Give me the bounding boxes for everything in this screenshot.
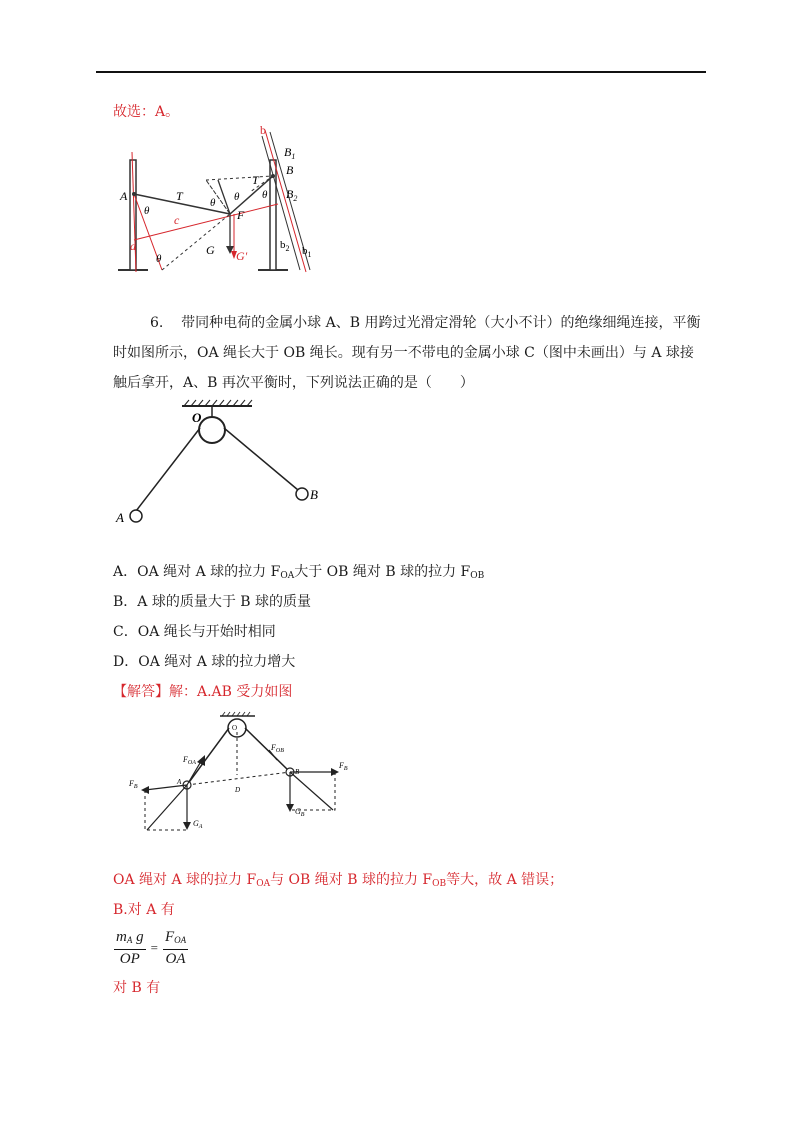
label-T-right: T xyxy=(252,173,259,187)
label-GB: $G_B$ xyxy=(295,807,305,818)
option-C: C．OA 绳长与开始时相同 xyxy=(113,624,276,640)
previous-answer: 故选：A。 xyxy=(113,104,180,120)
force-GA-head xyxy=(183,822,191,830)
label-T-left: T xyxy=(176,189,183,203)
option-A: A．OA 绳对 A 球的拉力 $F_{OA}$大于 OB 绳对 B 球的拉力 $F_{OB}$ xyxy=(113,564,485,581)
label-FB-left: $F_B$ xyxy=(129,779,138,790)
label-c: c xyxy=(174,213,180,227)
explanation-line-3: 对 B 有 xyxy=(113,980,161,996)
label-O: O xyxy=(192,410,202,425)
label-theta-1: θ xyxy=(144,205,150,217)
label-theta-4: θ xyxy=(262,189,268,201)
resultant-B xyxy=(290,772,333,810)
question-line-1 xyxy=(150,312,700,332)
label-A: A xyxy=(177,778,182,786)
label-b: b xyxy=(260,123,266,137)
label-FOB: $F_{OB}$ xyxy=(271,743,284,754)
question-text-1: 带同种电荷的金属小球 A、B 用跨过光滑定滑轮（大小不计）的绝缘细绳连接，平衡 xyxy=(181,315,701,331)
label-B1: $B_1$ xyxy=(284,145,296,161)
rope-OA xyxy=(187,728,229,785)
pulley xyxy=(199,417,225,443)
label-G: G xyxy=(206,243,215,257)
label-theta-5: θ xyxy=(156,253,162,265)
arrow-F xyxy=(218,180,230,214)
formula-equals: = xyxy=(150,940,158,955)
formula-right-fraction: $\frac{F_{OA}}{OA}$ xyxy=(164,929,187,967)
label-theta-3: θ xyxy=(234,191,240,203)
label-D: D xyxy=(235,786,241,794)
ball-B xyxy=(296,488,308,500)
label-F: F xyxy=(237,208,245,222)
label-O: O xyxy=(232,724,238,732)
explanation-line-2: B.对 A 有 xyxy=(113,902,175,918)
label-B2: $B_2$ xyxy=(286,187,298,203)
label-B: B xyxy=(286,163,294,177)
question-line-3: 触后拿开，A、B 再次平衡时，下列说法正确的是（ ） xyxy=(113,375,474,391)
resultant-A xyxy=(147,785,187,830)
answer-text: 解：A.AB 受力如图 xyxy=(169,684,293,700)
label-FB-right: $F_B$ xyxy=(339,761,348,772)
label-B: B xyxy=(295,768,300,776)
force-FOA-head xyxy=(197,755,205,766)
label-GA: $G_A$ xyxy=(193,819,203,830)
label-FOA: $F_{OA}$ xyxy=(183,755,196,766)
rope-OB xyxy=(224,428,298,490)
dashed-AB xyxy=(187,772,290,785)
label-G-prime: G' xyxy=(236,249,248,263)
label-b2: $b_2$ xyxy=(280,239,290,253)
figure-pulley xyxy=(112,398,332,530)
option-D: D．OA 绳对 A 球的拉力增大 xyxy=(113,654,296,670)
label-b1: $b_1$ xyxy=(302,245,312,259)
label-A: A xyxy=(116,510,124,525)
rope-OA xyxy=(136,428,200,511)
figure-force-diagram-2 xyxy=(125,710,360,840)
label-theta-2: θ xyxy=(210,197,216,209)
question-number: 6. xyxy=(150,315,164,331)
question-line-2: 时如图所示，OA 绳长大于 OB 绳长。现有另一不带电的金属小球 C（图中未画出）与 A 球接 xyxy=(113,345,694,361)
force-GB-head xyxy=(286,804,294,812)
point-B xyxy=(271,174,275,178)
formula-left-fraction: $\frac{m_A g}{OP}$ xyxy=(116,929,144,967)
option-B: B．A 球的质量大于 B 球的质量 xyxy=(113,594,312,610)
explanation-line-1: OA 绳对 A 球的拉力 $F_{OA}$与 OB 绳对 B 球的拉力 $F_{OB}$等大，故 A 错误； xyxy=(113,872,564,889)
dashed-A-box xyxy=(145,790,187,830)
label-a: a xyxy=(130,239,136,253)
formula xyxy=(114,928,188,968)
header-rule xyxy=(96,71,706,73)
answer-tag: 【解答】 xyxy=(113,684,169,700)
label-A: A xyxy=(120,189,128,203)
label-B: B xyxy=(310,487,318,502)
ball-A xyxy=(130,510,142,522)
figure-force-diagram-1 xyxy=(110,122,325,277)
point-A xyxy=(132,192,136,196)
answer-heading xyxy=(113,681,292,701)
